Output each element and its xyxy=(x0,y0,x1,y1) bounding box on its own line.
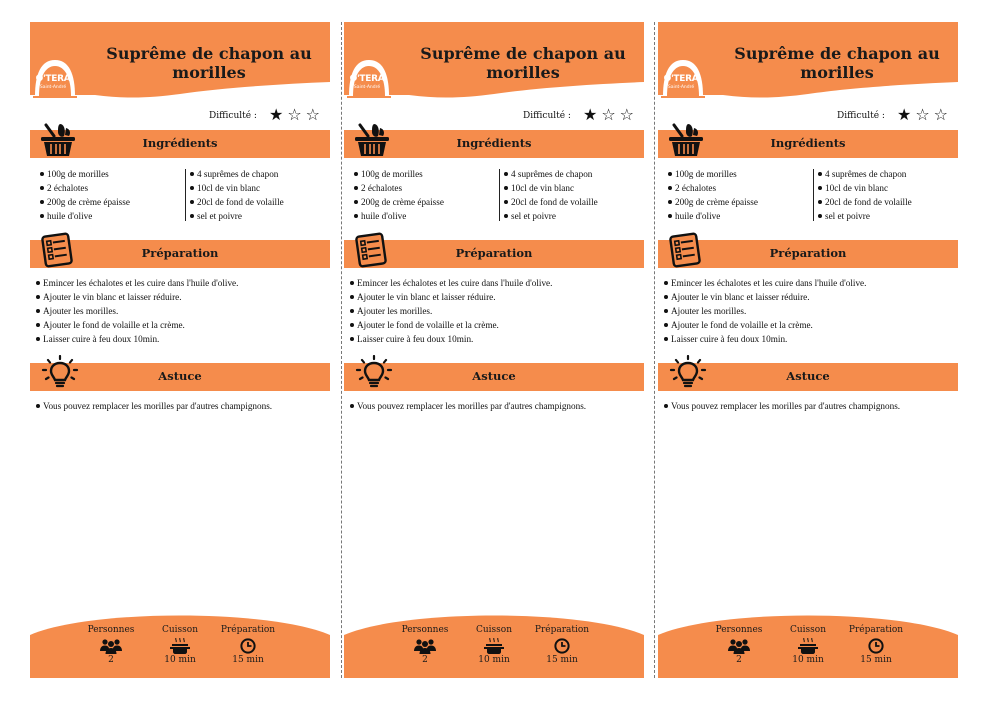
star-empty-icon: ☆ xyxy=(287,105,302,124)
recipe-title-line: Suprême de chapon au xyxy=(420,44,626,63)
footer-prep-time xyxy=(213,625,283,665)
tip-text-row xyxy=(664,401,900,411)
bullet xyxy=(354,186,358,190)
difficulty-rating xyxy=(837,107,948,125)
recipe-title xyxy=(92,44,326,82)
bullet xyxy=(504,186,508,190)
ingredient-text: huile d'olive xyxy=(675,211,721,221)
recipe-title-line: morilles xyxy=(800,63,874,82)
bullet xyxy=(40,214,44,218)
logo-subtitle: Saint-André xyxy=(667,85,695,90)
clock-icon xyxy=(554,638,570,654)
bullet xyxy=(36,337,40,341)
star-filled-icon: ★ xyxy=(268,105,284,124)
step-text: Ajouter le fond de volaille et la crème. xyxy=(671,320,813,330)
step-text: Emincer les échalotes et les cuire dans l'huile d'olive. xyxy=(357,278,553,288)
ingredient-item xyxy=(190,167,284,181)
column-divider xyxy=(499,169,500,221)
footer-prep-time xyxy=(527,625,597,665)
difficulty-stars xyxy=(579,107,634,125)
cooking-value: 10 min xyxy=(478,655,510,665)
bullet xyxy=(818,200,822,204)
logo-subtitle: Saint-André xyxy=(39,85,67,90)
preparation-step xyxy=(350,318,552,332)
bullet xyxy=(668,214,672,218)
prep-time-value: 15 min xyxy=(546,655,578,665)
recipe-title xyxy=(406,44,640,82)
step-text: Emincer les échalotes et les cuire dans l'huile d'olive. xyxy=(671,278,867,288)
pot-icon xyxy=(798,638,818,654)
bullet xyxy=(664,309,668,313)
ingredient-text: 100g de morilles xyxy=(361,169,423,179)
ingredients-column xyxy=(504,167,598,223)
ingredient-text: 200g de crème épaisse xyxy=(675,197,758,207)
step-text: Ajouter le vin blanc et laisser réduire. xyxy=(671,292,810,302)
preparation-step xyxy=(36,276,238,290)
tip-title: Astuce xyxy=(786,369,830,383)
ingredient-item xyxy=(354,167,444,181)
step-text: Ajouter le fond de volaille et la crème. xyxy=(43,320,185,330)
cooking-label: Cuisson xyxy=(789,625,826,635)
card-footer xyxy=(658,605,958,678)
prep-time-value: 15 min xyxy=(232,655,264,665)
footer-cooking xyxy=(773,625,843,665)
cooking-label: Cuisson xyxy=(475,625,512,635)
bullet xyxy=(36,404,40,408)
ingredient-text: 100g de morilles xyxy=(47,169,109,179)
ingredient-text: 20cl de fond de volaille xyxy=(825,197,912,207)
footer-cooking xyxy=(145,625,215,665)
ingredient-item xyxy=(818,195,912,209)
ingredient-item xyxy=(40,195,130,209)
ingredient-item xyxy=(40,209,130,223)
difficulty-rating xyxy=(523,107,634,125)
cut-line xyxy=(341,22,342,678)
clock-icon xyxy=(868,638,884,654)
ingredient-item xyxy=(354,209,444,223)
preparation-step xyxy=(350,332,552,346)
people-icon xyxy=(414,638,436,654)
bullet xyxy=(818,186,822,190)
pot-icon xyxy=(170,638,190,654)
ingredient-item xyxy=(668,209,758,223)
ingredient-item xyxy=(818,167,912,181)
ingredient-text: 4 suprêmes de chapon xyxy=(511,169,593,179)
ingredient-text: 20cl de fond de volaille xyxy=(511,197,598,207)
preparation-step xyxy=(664,304,866,318)
recipe-card xyxy=(658,22,958,678)
ingredient-text: 20cl de fond de volaille xyxy=(197,197,284,207)
step-text: Ajouter le fond de volaille et la crème. xyxy=(357,320,499,330)
difficulty-stars xyxy=(265,107,320,125)
recipe-title-line: Suprême de chapon au xyxy=(106,44,312,63)
ingredient-item xyxy=(668,195,758,209)
ingredient-item xyxy=(190,209,284,223)
persons-value: 2 xyxy=(422,655,428,665)
logo-brand: O'TERA xyxy=(349,74,385,84)
otera-logo xyxy=(33,52,77,112)
ingredient-text: 4 suprêmes de chapon xyxy=(825,169,907,179)
preparation-step xyxy=(350,290,552,304)
recipe-title-line: morilles xyxy=(486,63,560,82)
difficulty-rating xyxy=(209,107,320,125)
logo-subtitle: Saint-André xyxy=(353,85,381,90)
bullet xyxy=(668,186,672,190)
star-empty-icon: ☆ xyxy=(305,105,320,124)
bullet xyxy=(36,323,40,327)
persons-label: Personnes xyxy=(401,625,449,635)
prep-time-label: Préparation xyxy=(848,625,904,635)
otera-logo xyxy=(347,52,391,112)
ingredient-item xyxy=(354,181,444,195)
preparation-step xyxy=(36,290,238,304)
tip-header xyxy=(30,363,330,391)
cooking-label: Cuisson xyxy=(161,625,198,635)
footer-prep-time xyxy=(841,625,911,665)
persons-value: 2 xyxy=(108,655,114,665)
cut-line xyxy=(654,22,655,678)
ingredients-header xyxy=(30,130,330,158)
tip-text: Vous pouvez remplacer les morilles par d'autres champignons. xyxy=(43,401,273,411)
preparation-header xyxy=(30,240,330,268)
bullet xyxy=(40,172,44,176)
step-text: Laisser cuire à feu doux 10min. xyxy=(357,334,474,344)
footer-persons xyxy=(76,625,146,665)
ingredient-item xyxy=(190,181,284,195)
ingredient-item xyxy=(504,181,598,195)
bullet xyxy=(664,404,668,408)
bullet xyxy=(36,281,40,285)
ingredient-text: 2 échalotes xyxy=(675,183,717,193)
recipe-card xyxy=(30,22,330,678)
step-text: Ajouter les morilles. xyxy=(357,306,433,316)
ingredient-text: 4 suprêmes de chapon xyxy=(197,169,279,179)
tip-title: Astuce xyxy=(158,369,202,383)
ingredients-header xyxy=(658,130,958,158)
ingredients-title: Ingrédients xyxy=(456,136,532,150)
recipe-title xyxy=(720,44,954,82)
ingredients-column xyxy=(354,167,444,223)
persons-label: Personnes xyxy=(87,625,135,635)
ingredients-header xyxy=(344,130,644,158)
ingredient-item xyxy=(668,167,758,181)
preparation-step xyxy=(36,332,238,346)
difficulty-stars xyxy=(893,107,948,125)
bullet xyxy=(504,214,508,218)
persons-value: 2 xyxy=(736,655,742,665)
ingredient-text: sel et poivre xyxy=(825,211,870,221)
preparation-steps xyxy=(36,276,238,346)
step-text: Laisser cuire à feu doux 10min. xyxy=(43,334,160,344)
ingredient-text: 200g de crème épaisse xyxy=(361,197,444,207)
bullet xyxy=(190,172,194,176)
ingredient-text: 2 échalotes xyxy=(47,183,89,193)
ingredient-item xyxy=(40,181,130,195)
bullet xyxy=(36,309,40,313)
bullet xyxy=(664,295,668,299)
column-divider xyxy=(185,169,186,221)
ingredient-item xyxy=(668,181,758,195)
tip-title: Astuce xyxy=(472,369,516,383)
preparation-step xyxy=(36,304,238,318)
card-header xyxy=(344,22,644,102)
ingredient-item xyxy=(818,209,912,223)
preparation-step xyxy=(664,276,866,290)
clock-icon xyxy=(240,638,256,654)
ingredients-title: Ingrédients xyxy=(142,136,218,150)
bullet xyxy=(664,323,668,327)
preparation-step xyxy=(36,318,238,332)
bullet xyxy=(354,172,358,176)
bullet xyxy=(668,200,672,204)
preparation-title: Préparation xyxy=(141,246,219,260)
step-text: Laisser cuire à feu doux 10min. xyxy=(671,334,788,344)
recipe-title-line: morilles xyxy=(172,63,246,82)
step-text: Ajouter le vin blanc et laisser réduire. xyxy=(357,292,496,302)
step-text: Ajouter le vin blanc et laisser réduire. xyxy=(43,292,182,302)
step-text: Ajouter les morilles. xyxy=(671,306,747,316)
bullet xyxy=(190,186,194,190)
persons-label: Personnes xyxy=(715,625,763,635)
bullet xyxy=(36,295,40,299)
ingredient-text: sel et poivre xyxy=(197,211,242,221)
bullet xyxy=(664,281,668,285)
preparation-header xyxy=(658,240,958,268)
card-header xyxy=(658,22,958,102)
preparation-step xyxy=(350,276,552,290)
bullet xyxy=(350,295,354,299)
preparation-title: Préparation xyxy=(769,246,847,260)
card-footer xyxy=(30,605,330,678)
ingredient-text: huile d'olive xyxy=(47,211,93,221)
ingredients-column xyxy=(190,167,284,223)
ingredient-text: 10cl de vin blanc xyxy=(825,183,889,193)
pot-icon xyxy=(484,638,504,654)
bullet xyxy=(664,337,668,341)
footer-persons xyxy=(390,625,460,665)
cooking-value: 10 min xyxy=(792,655,824,665)
bullet xyxy=(190,214,194,218)
tip-header xyxy=(658,363,958,391)
ingredients-column xyxy=(668,167,758,223)
preparation-title: Préparation xyxy=(455,246,533,260)
preparation-step xyxy=(350,304,552,318)
bullet xyxy=(350,404,354,408)
logo-brand: O'TERA xyxy=(35,74,71,84)
preparation-step xyxy=(664,318,866,332)
star-empty-icon: ☆ xyxy=(619,105,634,124)
ingredient-item xyxy=(818,181,912,195)
ingredient-item xyxy=(504,209,598,223)
ingredient-text: 2 échalotes xyxy=(361,183,403,193)
bullet xyxy=(350,281,354,285)
difficulty-label: Difficulté : xyxy=(523,111,571,121)
tip-header xyxy=(344,363,644,391)
ingredient-item xyxy=(504,167,598,181)
tip-text-row xyxy=(350,401,586,411)
ingredient-item xyxy=(504,195,598,209)
people-icon xyxy=(100,638,122,654)
star-empty-icon: ☆ xyxy=(915,105,930,124)
recipe-title-line: Suprême de chapon au xyxy=(734,44,940,63)
preparation-header xyxy=(344,240,644,268)
recipe-card xyxy=(344,22,644,678)
prep-time-label: Préparation xyxy=(220,625,276,635)
logo-brand: O'TERA xyxy=(663,74,699,84)
star-filled-icon: ★ xyxy=(582,105,598,124)
bullet xyxy=(504,200,508,204)
bullet xyxy=(40,200,44,204)
difficulty-label: Difficulté : xyxy=(209,111,257,121)
ingredient-text: 10cl de vin blanc xyxy=(511,183,575,193)
star-filled-icon: ★ xyxy=(896,105,912,124)
bullet xyxy=(190,200,194,204)
ingredients-title: Ingrédients xyxy=(770,136,846,150)
people-icon xyxy=(728,638,750,654)
step-text: Ajouter les morilles. xyxy=(43,306,119,316)
ingredients-column xyxy=(40,167,130,223)
step-text: Emincer les échalotes et les cuire dans l'huile d'olive. xyxy=(43,278,239,288)
prep-time-label: Préparation xyxy=(534,625,590,635)
ingredient-text: huile d'olive xyxy=(361,211,407,221)
bullet xyxy=(40,186,44,190)
bullet xyxy=(504,172,508,176)
star-empty-icon: ☆ xyxy=(601,105,616,124)
ingredient-item xyxy=(354,195,444,209)
bullet xyxy=(818,214,822,218)
column-divider xyxy=(813,169,814,221)
bullet xyxy=(354,214,358,218)
bullet xyxy=(818,172,822,176)
preparation-step xyxy=(664,290,866,304)
bullet xyxy=(350,323,354,327)
card-header xyxy=(30,22,330,102)
preparation-steps xyxy=(350,276,552,346)
ingredient-item xyxy=(190,195,284,209)
cooking-value: 10 min xyxy=(164,655,196,665)
bullet xyxy=(350,337,354,341)
otera-logo xyxy=(661,52,705,112)
ingredient-text: 10cl de vin blanc xyxy=(197,183,261,193)
bullet xyxy=(668,172,672,176)
ingredient-text: sel et poivre xyxy=(511,211,556,221)
preparation-step xyxy=(664,332,866,346)
preparation-steps xyxy=(664,276,866,346)
ingredient-text: 200g de crème épaisse xyxy=(47,197,130,207)
difficulty-label: Difficulté : xyxy=(837,111,885,121)
ingredient-text: 100g de morilles xyxy=(675,169,737,179)
bullet xyxy=(350,309,354,313)
tip-text-row xyxy=(36,401,272,411)
bullet xyxy=(354,200,358,204)
prep-time-value: 15 min xyxy=(860,655,892,665)
ingredient-item xyxy=(40,167,130,181)
tip-text: Vous pouvez remplacer les morilles par d'autres champignons. xyxy=(671,401,901,411)
tip-text: Vous pouvez remplacer les morilles par d'autres champignons. xyxy=(357,401,587,411)
footer-cooking xyxy=(459,625,529,665)
footer-persons xyxy=(704,625,774,665)
ingredients-column xyxy=(818,167,912,223)
star-empty-icon: ☆ xyxy=(933,105,948,124)
card-footer xyxy=(344,605,644,678)
